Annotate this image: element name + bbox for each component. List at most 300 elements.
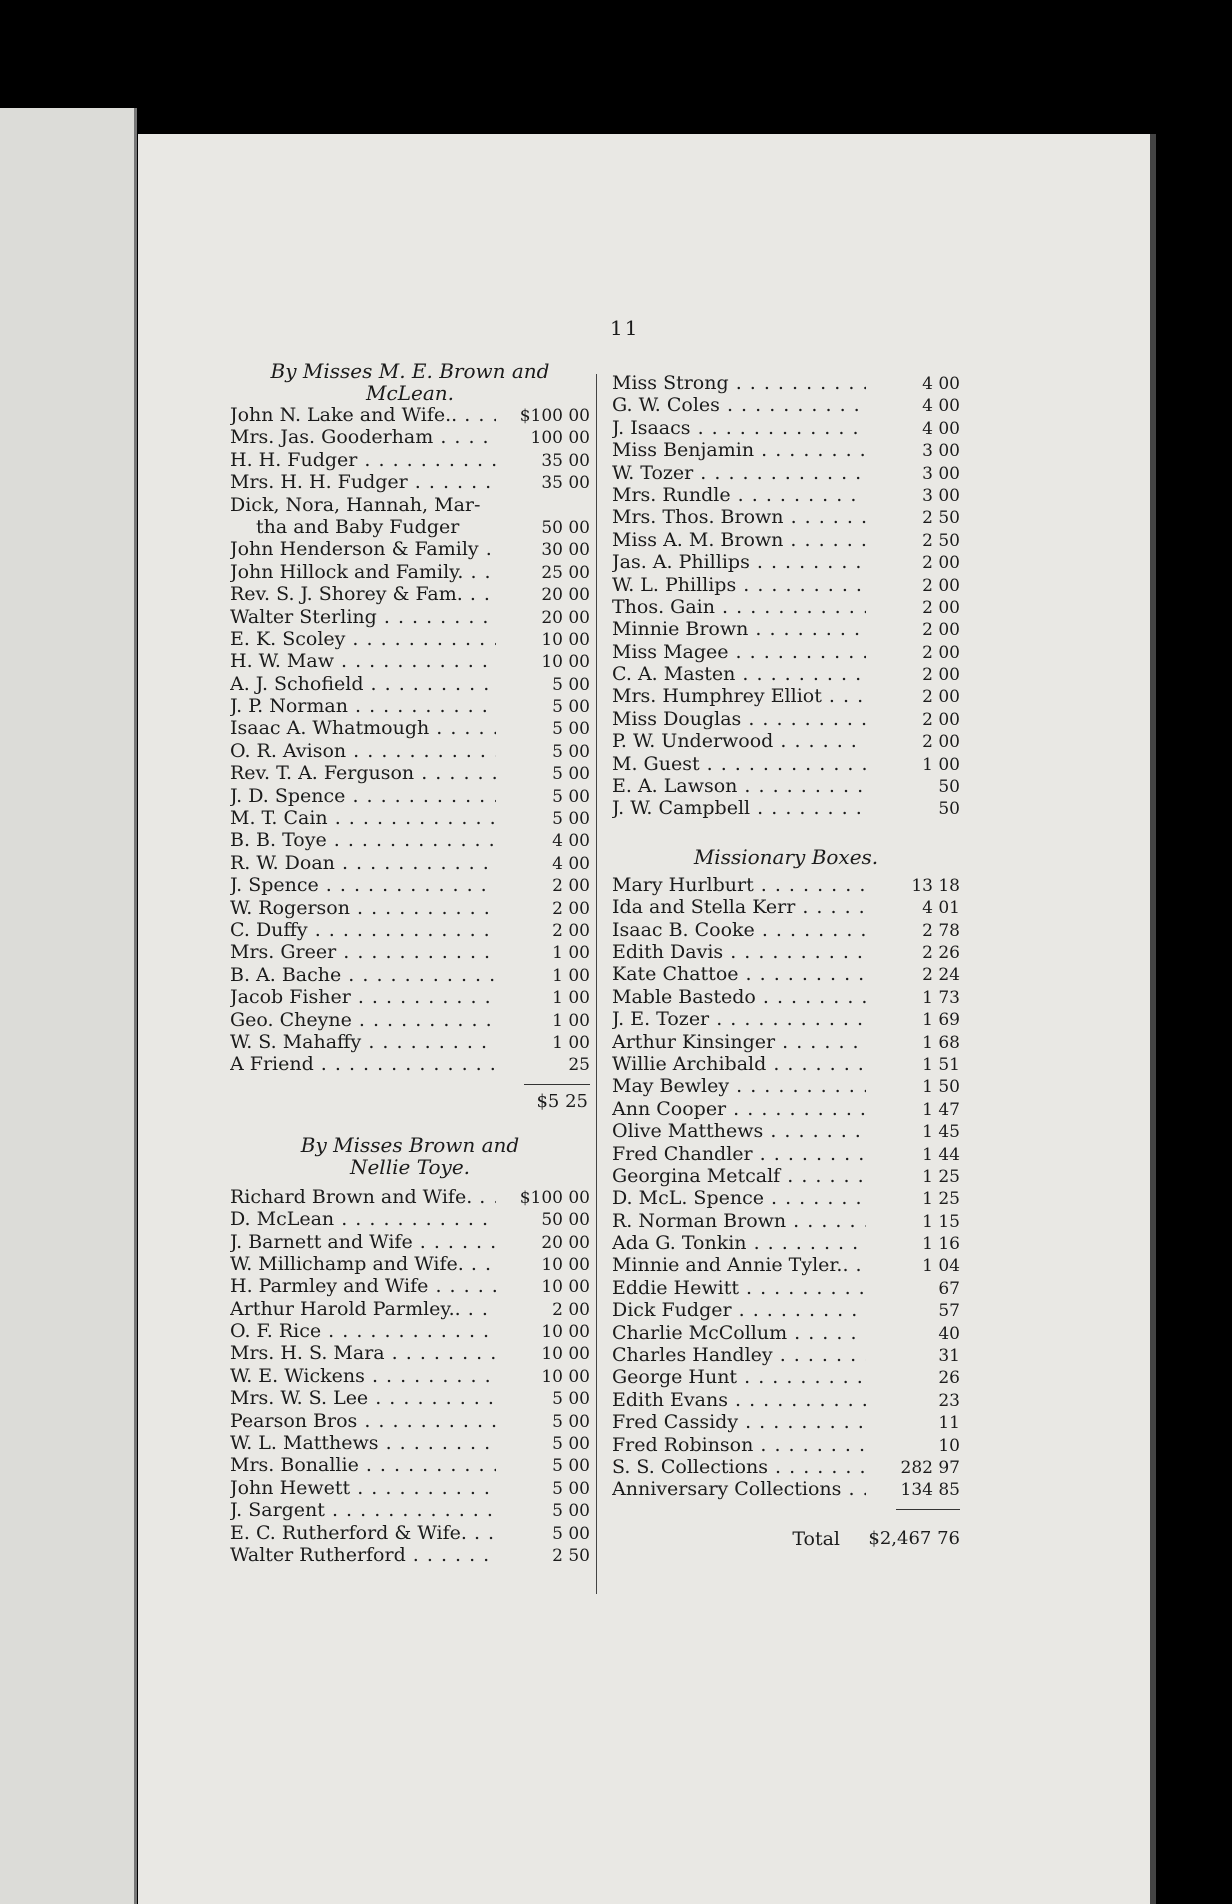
donor-row xyxy=(612,1434,960,1456)
donation-amount: 35 00 xyxy=(541,473,590,494)
donor-name: W. S. Mahaffy . . . xyxy=(230,1031,496,1053)
donor-name: R. Norman Brown . . . xyxy=(612,1210,866,1232)
donor-name: M. T. Cain . . . xyxy=(230,807,496,829)
donor-row xyxy=(612,574,960,596)
donation-amount: 1 51 xyxy=(922,1054,960,1075)
donor-name: Jacob Fisher . . . xyxy=(230,986,496,1008)
total-amount: $2,467 76 xyxy=(868,1527,960,1549)
donor-row xyxy=(612,1210,960,1232)
donation-amount: 26 xyxy=(938,1368,960,1389)
donor-name: O. F. Rice . . . xyxy=(230,1320,496,1342)
donor-row xyxy=(230,1009,590,1031)
donation-amount: 4 00 xyxy=(922,418,960,439)
donor-name: J. P. Norman . . . xyxy=(230,695,496,717)
donation-amount: 1 00 xyxy=(552,1032,590,1053)
donor-name: Ann Cooper . . . xyxy=(612,1098,866,1120)
donor-name: E. C. Rutherford & Wife. . . . xyxy=(230,1522,496,1544)
donor-row xyxy=(230,762,590,784)
donation-amount: $100 00 xyxy=(519,1187,590,1208)
donation-amount: 1 00 xyxy=(552,943,590,964)
donation-amount: 10 00 xyxy=(541,629,590,650)
donor-row xyxy=(612,1165,960,1187)
donation-amount: 1 68 xyxy=(922,1032,960,1053)
donor-row xyxy=(612,484,960,506)
facing-page-edge xyxy=(0,108,137,1904)
donor-row xyxy=(230,986,590,1008)
donor-name: Mrs. Greer . . . xyxy=(230,941,496,963)
donor-row xyxy=(230,1544,590,1566)
donor-name: Olive Matthews . . . xyxy=(612,1120,866,1142)
donor-row xyxy=(612,596,960,618)
donor-name: Charles Handley . . . xyxy=(612,1344,866,1366)
donor-name: Isaac A. Whatmough . . . xyxy=(230,717,496,739)
donation-amount: 4 00 xyxy=(922,374,960,394)
donor-row xyxy=(230,919,590,941)
donor-name: Jas. A. Phillips . . . xyxy=(612,551,866,573)
donor-row xyxy=(230,1365,590,1387)
donation-amount: 1 00 xyxy=(922,754,960,775)
donation-amount: 5 00 xyxy=(552,741,590,762)
donor-name: W. Tozer . . . xyxy=(612,462,866,484)
donation-amount: 20 00 xyxy=(541,585,590,606)
donor-row xyxy=(230,449,590,471)
donor-name: Mary Hurlburt . . . xyxy=(612,874,866,896)
donation-amount: 10 00 xyxy=(541,652,590,673)
donation-amount: 11 xyxy=(938,1413,960,1434)
donor-row xyxy=(612,663,960,685)
donor-row xyxy=(612,618,960,640)
donor-row xyxy=(230,785,590,807)
donation-amount: 10 xyxy=(938,1435,960,1456)
donation-amount: 2 00 xyxy=(922,575,960,596)
donation-amount: 35 00 xyxy=(541,450,590,471)
donation-amount: 1 15 xyxy=(922,1211,960,1232)
donation-amount: 2 00 xyxy=(922,687,960,708)
donor-row xyxy=(230,874,590,896)
donor-name: Richard Brown and Wife. . . . xyxy=(230,1186,496,1208)
donor-name: B. B. Toye . . . xyxy=(230,829,496,851)
donor-row xyxy=(230,807,590,829)
donor-row xyxy=(612,1008,960,1030)
donor-name: Kate Chattoe . . . xyxy=(612,963,866,985)
donor-list-continued xyxy=(612,372,960,820)
donation-amount: 2 00 xyxy=(922,709,960,730)
section-heading-brown-mclean xyxy=(230,360,590,404)
donor-name: J. Isaacs . . . xyxy=(612,417,866,439)
donation-amount: 282 97 xyxy=(900,1457,960,1478)
donor-row xyxy=(230,1320,590,1342)
donor-row xyxy=(230,426,590,448)
donor-name: D. McL. Spence . . . xyxy=(612,1187,866,1209)
donor-row xyxy=(612,896,960,918)
donation-amount: 2 00 xyxy=(922,642,960,663)
donor-name: Miss Strong . . . xyxy=(612,372,866,394)
donation-amount: 67 xyxy=(938,1278,960,1299)
donation-amount: 1 73 xyxy=(922,987,960,1008)
donor-name: Isaac B. Cooke . . . xyxy=(612,919,866,941)
donor-name: Walter Rutherford . . . xyxy=(230,1544,496,1566)
donation-amount: 10 00 xyxy=(541,1344,590,1365)
donor-row xyxy=(230,964,590,986)
donation-amount: 5 00 xyxy=(552,719,590,740)
donor-name: Eddie Hewitt . . . xyxy=(612,1277,866,1299)
donor-row xyxy=(612,372,960,394)
donor-name: Fred Cassidy . . . xyxy=(612,1411,866,1433)
donation-amount: 3 00 xyxy=(922,441,960,462)
donation-amount: 5 00 xyxy=(552,764,590,785)
donor-list-brown-mclean xyxy=(230,404,590,1076)
donor-row xyxy=(230,941,590,963)
donation-amount: 5 00 xyxy=(552,1434,590,1455)
donor-row xyxy=(230,1432,590,1454)
donor-name: Charlie McCollum . . . xyxy=(612,1322,866,1344)
donation-amount: 2 78 xyxy=(922,920,960,941)
donation-amount: 1 25 xyxy=(922,1189,960,1210)
donor-row xyxy=(612,1053,960,1075)
left-column xyxy=(230,360,590,1566)
donation-amount: 3 00 xyxy=(922,485,960,506)
donor-row xyxy=(230,1208,590,1230)
donation-amount: 4 01 xyxy=(922,898,960,919)
donation-amount: 30 00 xyxy=(541,540,590,561)
donation-amount: 50 xyxy=(938,799,960,820)
donor-row xyxy=(230,1342,590,1364)
donation-amount: 1 45 xyxy=(922,1122,960,1143)
donor-row xyxy=(612,1322,960,1344)
donor-name: Mrs. Thos. Brown . . . xyxy=(612,506,866,528)
donation-amount: 1 00 xyxy=(552,965,590,986)
donor-name: tha and Baby Fudger xyxy=(256,515,460,538)
donation-amount: 5 00 xyxy=(552,674,590,695)
donation-amount: 57 xyxy=(938,1301,960,1322)
donor-row xyxy=(230,650,590,672)
donor-name: W. L. Matthews . . . xyxy=(230,1432,496,1454)
donor-name: Mrs. Humphrey Elliot . . . xyxy=(612,685,866,707)
donor-row xyxy=(612,1031,960,1053)
heading-line: By Misses Brown and xyxy=(300,1132,520,1157)
donation-amount: 4 00 xyxy=(552,853,590,874)
donor-name: Mrs. H. H. Fudger . . . xyxy=(230,471,496,493)
donor-row xyxy=(230,628,590,650)
donor-row xyxy=(230,740,590,762)
donor-row xyxy=(230,1186,590,1208)
donor-name: Pearson Bros . . . xyxy=(230,1410,496,1432)
donation-amount: 1 44 xyxy=(922,1144,960,1165)
section-subtotal: $5 25 xyxy=(536,1090,588,1112)
donation-amount: 2 00 xyxy=(552,876,590,897)
donor-name: W. Rogerson . . . xyxy=(230,897,496,919)
donation-amount: 1 00 xyxy=(552,988,590,1009)
donor-row xyxy=(612,708,960,730)
donor-name: Miss Douglas . . . xyxy=(612,708,866,730)
donor-row xyxy=(612,1075,960,1097)
donor-name: M. Guest . . . xyxy=(612,753,866,775)
donor-name: Thos. Gain . . . xyxy=(612,596,866,618)
subtotal-rule xyxy=(524,1084,590,1085)
donation-amount: 1 50 xyxy=(922,1077,960,1098)
right-column xyxy=(612,372,960,1550)
donor-row xyxy=(612,1389,960,1411)
donation-amount: 4 00 xyxy=(922,396,960,417)
donation-amount: 1 00 xyxy=(552,1010,590,1031)
donor-row xyxy=(612,1254,960,1276)
donor-name: Willie Archibald . . . xyxy=(612,1053,866,1075)
donor-name: J. Sargent . . . xyxy=(230,1499,496,1521)
donation-amount: 40 xyxy=(938,1323,960,1344)
donor-row xyxy=(612,685,960,707)
donation-amount: 134 85 xyxy=(900,1480,960,1501)
donation-amount: 2 00 xyxy=(922,665,960,686)
donor-row xyxy=(612,551,960,573)
donor-name: S. S. Collections . . . xyxy=(612,1456,866,1478)
donation-amount: 2 00 xyxy=(922,553,960,574)
donation-amount: 5 00 xyxy=(552,1389,590,1410)
donor-row xyxy=(230,1298,590,1320)
donor-row xyxy=(230,1499,590,1521)
donor-name: Mrs. Bonallie . . . xyxy=(230,1454,496,1476)
donor-name: Miss Magee . . . xyxy=(612,641,866,663)
donation-amount: 10 00 xyxy=(541,1366,590,1387)
section-heading-missionary-boxes xyxy=(612,846,960,868)
donor-row xyxy=(230,1410,590,1432)
donor-row xyxy=(230,1454,590,1476)
donor-row xyxy=(612,1299,960,1321)
donor-row xyxy=(612,1478,960,1500)
donor-row xyxy=(230,516,590,538)
donor-row xyxy=(230,717,590,739)
donation-amount: 5 00 xyxy=(552,1501,590,1522)
donor-row xyxy=(612,797,960,819)
donor-row xyxy=(612,963,960,985)
donor-name: Mable Bastedo . . . xyxy=(612,986,866,1008)
donation-amount: 2 00 xyxy=(922,620,960,641)
heading-line: Missionary Boxes. xyxy=(693,844,879,869)
donation-amount: 2 00 xyxy=(552,920,590,941)
donor-name: J. Spence . . . xyxy=(230,874,496,896)
donor-name: Fred Chandler . . . xyxy=(612,1143,866,1165)
donor-list-missionary-boxes xyxy=(612,874,960,1501)
donor-row xyxy=(230,1231,590,1253)
donor-row xyxy=(230,1477,590,1499)
donor-name: Edith Davis . . . xyxy=(612,941,866,963)
heading-line: Nellie Toye. xyxy=(349,1154,471,1179)
donor-name: Dick, Nora, Hannah, Mar- xyxy=(230,493,481,516)
donor-row xyxy=(612,1143,960,1165)
donor-name: Arthur Kinsinger . . . xyxy=(612,1031,866,1053)
donor-name: Minnie and Annie Tyler.. . . . xyxy=(612,1254,866,1276)
donor-row xyxy=(612,730,960,752)
donor-row xyxy=(230,1387,590,1409)
donor-name: John Henderson & Family . . . xyxy=(230,538,496,560)
donor-name: C. Duffy . . . xyxy=(230,919,496,941)
donor-name: John Hewett . . . xyxy=(230,1477,496,1499)
donation-amount: 10 00 xyxy=(541,1254,590,1275)
donation-amount: 2 00 xyxy=(922,597,960,618)
donation-amount: 2 00 xyxy=(552,1299,590,1320)
donor-row xyxy=(230,1253,590,1275)
donation-amount: 10 00 xyxy=(541,1322,590,1343)
donor-row xyxy=(230,494,590,516)
donor-row xyxy=(230,1275,590,1297)
donor-name: Rev. T. A. Ferguson . . . xyxy=(230,762,496,784)
donation-amount: 2 00 xyxy=(922,732,960,753)
donation-amount: 2 50 xyxy=(922,530,960,551)
donor-name: A Friend . . . xyxy=(230,1053,496,1075)
donor-row xyxy=(230,852,590,874)
donor-row xyxy=(612,439,960,461)
donation-amount: 50 00 xyxy=(541,1210,590,1231)
donation-amount: 23 xyxy=(938,1390,960,1411)
donor-row xyxy=(230,583,590,605)
donor-row xyxy=(612,1411,960,1433)
donation-amount: 5 00 xyxy=(552,1523,590,1544)
donor-row xyxy=(612,941,960,963)
donation-amount: 1 04 xyxy=(922,1256,960,1277)
donor-name: W. E. Wickens . . . xyxy=(230,1365,496,1387)
heading-line: McLean. xyxy=(366,381,454,405)
donor-row xyxy=(230,1522,590,1544)
donation-amount: 2 26 xyxy=(922,942,960,963)
donor-name: E. A. Lawson . . . xyxy=(612,775,866,797)
donor-name: H. Parmley and Wife . . . xyxy=(230,1275,496,1297)
donation-amount: 13 18 xyxy=(911,875,960,896)
donor-row xyxy=(230,404,590,426)
donation-amount: 1 69 xyxy=(922,1010,960,1031)
donation-amount: 1 25 xyxy=(922,1166,960,1187)
donor-name: Ada G. Tonkin . . . xyxy=(612,1232,866,1254)
donor-row xyxy=(230,606,590,628)
donor-name: J. Barnett and Wife . . . xyxy=(230,1231,496,1253)
donation-amount: 5 00 xyxy=(552,1456,590,1477)
donor-name: Edith Evans . . . xyxy=(612,1389,866,1411)
donor-name: R. W. Doan . . . xyxy=(230,852,496,874)
donor-name: W. L. Phillips . . . xyxy=(612,574,866,596)
donation-amount: 2 00 xyxy=(552,898,590,919)
donor-name: Anniversary Collections . . . xyxy=(612,1478,866,1500)
donor-name: H. H. Fudger . . . xyxy=(230,449,496,471)
donor-name: Geo. Cheyne . . . xyxy=(230,1009,496,1031)
donation-amount: 5 00 xyxy=(552,1478,590,1499)
donor-row xyxy=(230,695,590,717)
donor-name: Mrs. W. S. Lee . . . xyxy=(230,1387,496,1409)
donor-row xyxy=(612,874,960,896)
donor-name: J. E. Tozer . . . xyxy=(612,1008,866,1030)
donor-row xyxy=(612,394,960,416)
donation-amount: 50 00 xyxy=(541,517,590,538)
donor-name: Walter Sterling . . . xyxy=(230,606,496,628)
donor-row xyxy=(230,471,590,493)
donor-row xyxy=(612,1344,960,1366)
donor-name: J. D. Spence . . . xyxy=(230,785,496,807)
donor-name: Dick Fudger . . . xyxy=(612,1299,866,1321)
donor-row xyxy=(612,506,960,528)
donor-name: Mrs. Rundle . . . xyxy=(612,484,866,506)
donation-amount: 5 00 xyxy=(552,786,590,807)
donor-name: Minnie Brown . . . xyxy=(612,618,866,640)
donor-name: Miss Benjamin . . . xyxy=(612,439,866,461)
donor-name: P. W. Underwood . . . xyxy=(612,730,866,752)
donation-amount: 25 00 xyxy=(541,562,590,583)
donor-name: E. K. Scoley . . . xyxy=(230,628,496,650)
donor-list-brown-toye xyxy=(230,1186,590,1567)
donor-row xyxy=(612,919,960,941)
donor-row xyxy=(612,1098,960,1120)
donation-amount: 5 00 xyxy=(552,697,590,718)
column-divider xyxy=(596,374,597,1594)
donation-amount: 10 00 xyxy=(541,1277,590,1298)
donor-name: Arthur Harold Parmley.. . . . xyxy=(230,1298,496,1320)
grand-total-row xyxy=(612,1528,960,1550)
donor-row xyxy=(612,1187,960,1209)
donor-row xyxy=(612,1277,960,1299)
donor-row xyxy=(230,1053,590,1075)
total-rule xyxy=(896,1509,960,1510)
donor-row xyxy=(612,1456,960,1478)
total-label: Total xyxy=(792,1527,840,1550)
donation-amount: $100 00 xyxy=(519,406,590,426)
donor-row xyxy=(230,829,590,851)
donation-amount: 31 xyxy=(938,1346,960,1367)
donor-row xyxy=(612,775,960,797)
donor-row xyxy=(612,417,960,439)
donor-name: D. McLean . . . xyxy=(230,1208,496,1230)
donor-row xyxy=(612,1232,960,1254)
section-heading-brown-toye xyxy=(230,1134,590,1178)
donor-row xyxy=(612,986,960,1008)
donation-amount: 2 50 xyxy=(552,1545,590,1566)
donor-name: W. Millichamp and Wife. . . . xyxy=(230,1253,496,1275)
heading-line: By Misses M. E. Brown and xyxy=(270,359,550,383)
donor-name: C. A. Masten . . . xyxy=(612,663,866,685)
donation-amount: 100 00 xyxy=(530,428,590,449)
donor-name: Miss A. M. Brown . . . xyxy=(612,529,866,551)
donation-amount: 20 00 xyxy=(541,607,590,628)
donor-row xyxy=(612,462,960,484)
donor-name: H. W. Maw . . . xyxy=(230,650,496,672)
page-number: 11 xyxy=(610,316,640,340)
donor-name: A. J. Schofield . . . xyxy=(230,673,496,695)
donor-name: Mrs. H. S. Mara . . . xyxy=(230,1342,496,1364)
donor-row xyxy=(230,897,590,919)
donor-row xyxy=(612,529,960,551)
donor-name: Georgina Metcalf . . . xyxy=(612,1165,866,1187)
donor-name: George Hunt . . . xyxy=(612,1366,866,1388)
donation-amount: 25 xyxy=(568,1055,590,1076)
donor-name: J. W. Campbell . . . xyxy=(612,797,866,819)
donation-amount: 1 16 xyxy=(922,1234,960,1255)
donor-name: John N. Lake and Wife.. . . . xyxy=(230,404,496,426)
donor-name: May Bewley . . . xyxy=(612,1075,866,1097)
donation-amount: 2 24 xyxy=(922,965,960,986)
donation-amount: 5 00 xyxy=(552,809,590,830)
donor-name: Fred Robinson . . . xyxy=(612,1434,866,1456)
donation-amount: 5 00 xyxy=(552,1411,590,1432)
donor-name: John Hillock and Family. . . . xyxy=(230,561,496,583)
donor-name: Mrs. Jas. Gooderham . . . xyxy=(230,426,496,448)
donor-row xyxy=(612,1120,960,1142)
donor-row xyxy=(230,1031,590,1053)
donor-row xyxy=(230,673,590,695)
donation-amount: 4 00 xyxy=(552,831,590,852)
donor-name: G. W. Coles . . . xyxy=(612,394,866,416)
donor-row xyxy=(230,561,590,583)
donor-name: O. R. Avison . . . xyxy=(230,740,496,762)
donation-amount: 50 xyxy=(938,777,960,798)
donor-row xyxy=(612,753,960,775)
donation-amount: 3 00 xyxy=(922,463,960,484)
donor-name: B. A. Bache . . . xyxy=(230,964,496,986)
donor-name: Ida and Stella Kerr . . . xyxy=(612,896,866,918)
